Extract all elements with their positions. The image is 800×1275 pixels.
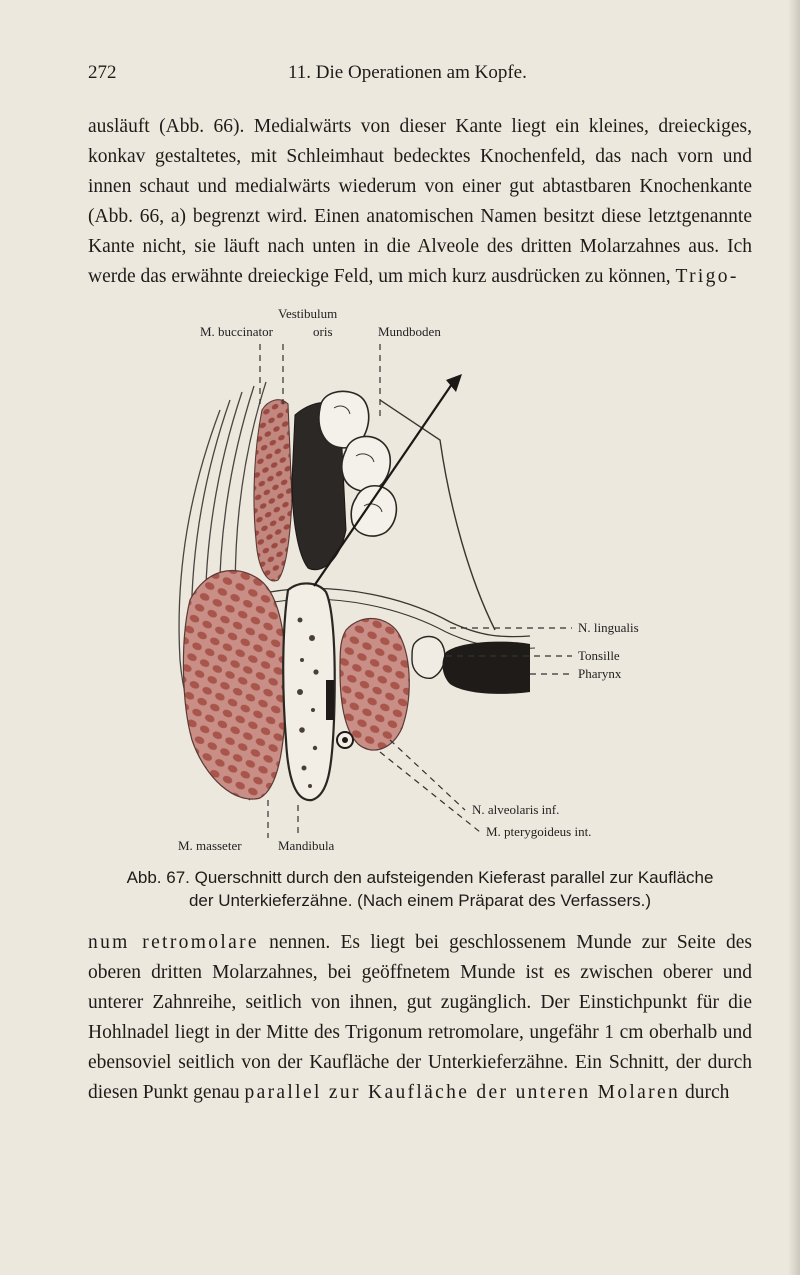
figure-67 [150,300,690,853]
paragraph-bottom-spaced-start: num retromolare [88,932,259,953]
label-oris: oris [313,324,333,339]
paragraph-top [88,112,752,292]
label-pterygoideus: M. pterygoideus int. [486,824,592,839]
page-number: 272 [88,62,117,83]
figure-caption: Abb. 67. Querschnitt durch den aufsteigenden Kieferast parallel zur Kaufläche der Unterkieferzähne. (Nach einem Präparat des Verfassers.) [126,868,714,910]
paragraph-top-spaced: Trigo- [675,266,739,287]
paragraph-bottom [88,928,752,1108]
leader-lines [150,300,690,850]
chapter-title: 11. Die Operationen am Kopfe. [288,62,527,83]
label-buccinator: M. buccinator [200,324,273,339]
label-lingualis: N. lingualis [578,620,639,635]
label-vestibulum: Vestibulum [278,306,338,321]
paragraph-bottom-spaced-mid: parallel zur Kaufläche der unteren Molaren [244,1082,681,1103]
label-pharynx: Pharynx [578,666,622,681]
paragraph-bottom-text-end: durch [680,1082,730,1103]
label-masseter: M. masseter [178,838,242,853]
label-tonsille: Tonsille [578,648,620,663]
label-mundboden: Mundboden [378,324,441,339]
label-alveolaris: N. alveolaris inf. [472,802,560,817]
running-head [88,62,728,92]
label-mandibula: Mandibula [278,838,335,853]
paragraph-top-text: ausläuft (Abb. 66). Medialwärts von dieser Kante liegt ein kleines, dreieckiges, konkav gestaltetes, mit Schleimhaut bedecktes Knochenfeld, das nach vorn und innen schaut und medialwärts wiederum von einer gut abtastbaren Knochenkante (Abb. 66, a) begrenzt wird. Einen anatomischen Namen besitzt diese letztgenannte Kante nicht, sie läuft nach unten in die Alveole des dritten Molarzahnes aus. Ich werde das erwähnte dreieckige Feld, um mich kurz ausdrücken zu können, [88,116,752,287]
paragraph-bottom-text: nennen. Es liegt bei geschlossenem Munde zur Seite des oberen dritten Molarzahnes, bei geöffnetem Munde ist es zwischen oberer und unterer Zahnreihe, seitlich von ihnen, gut zugänglich. Der Einstichpunkt für die Hohlnadel liegt in der Mitte des Trigonum retromolare, ungefähr 1 cm oberhalb und ebensoviel seitlich von der Kaufläche der Unterkieferzähne. Ein Schnitt, der durch diesen Punkt genau [88,932,752,1103]
